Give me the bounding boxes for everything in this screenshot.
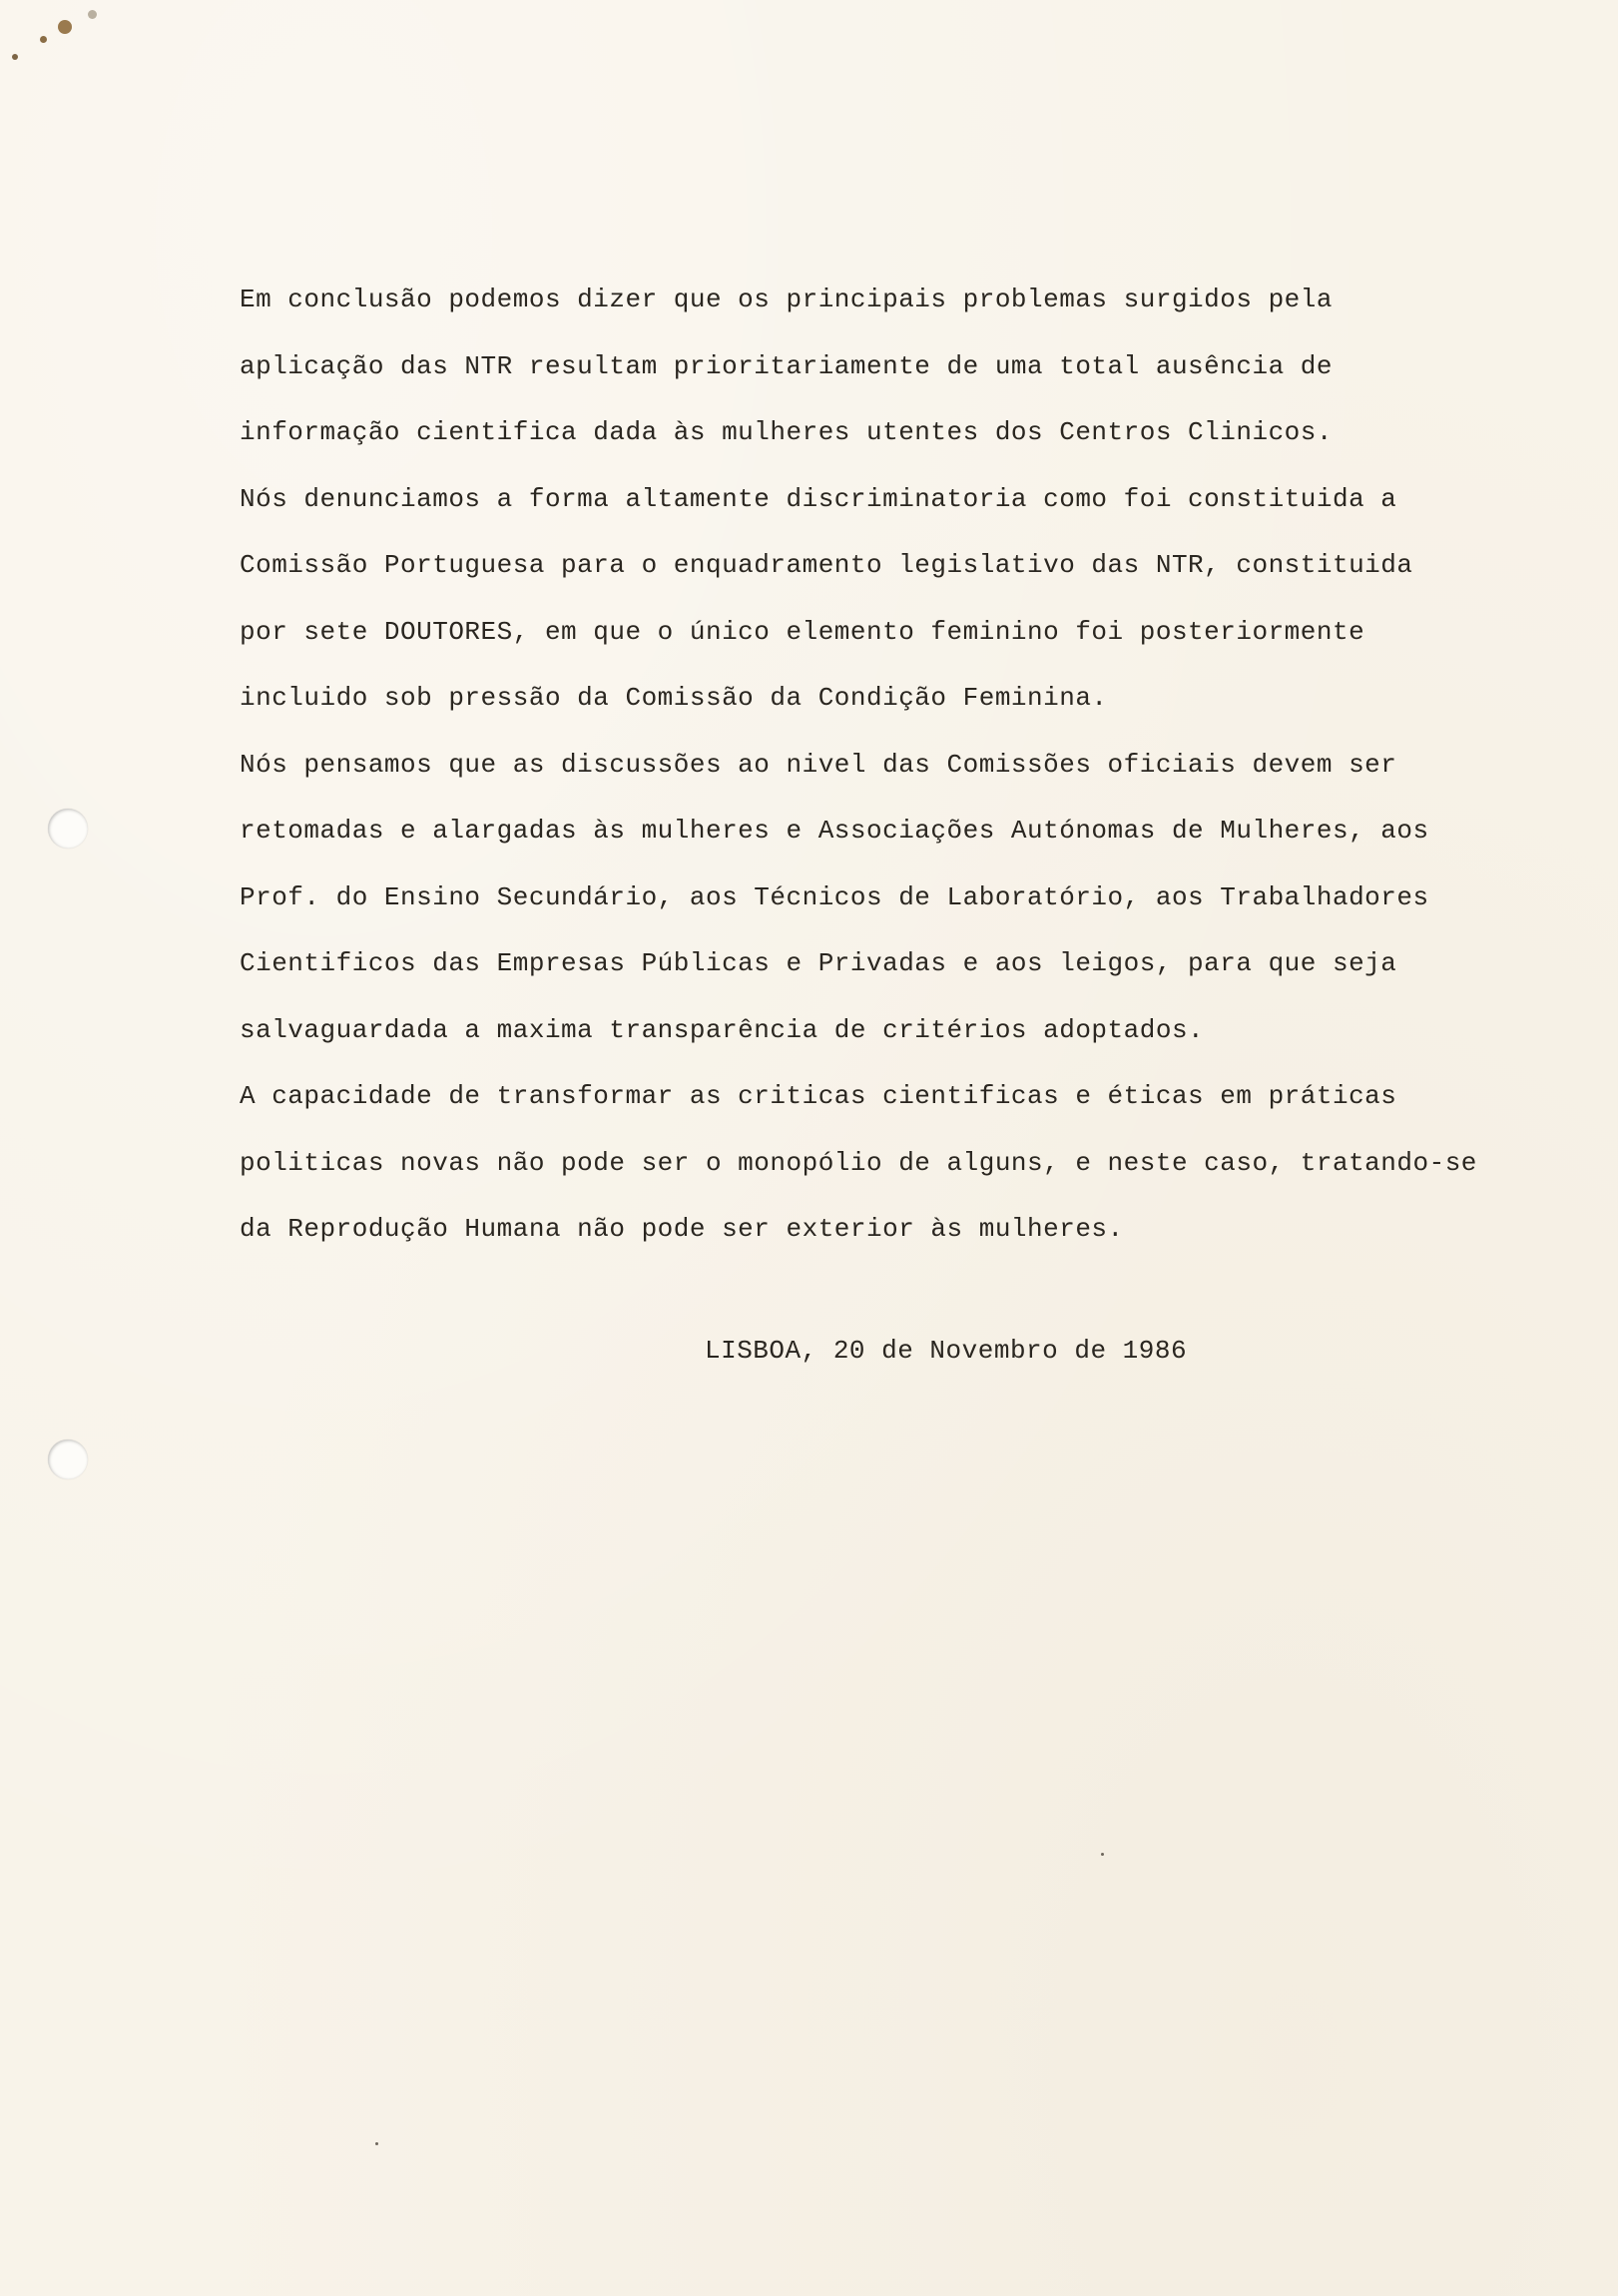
stain-mark [12, 54, 18, 60]
text-line: Cientificos das Empresas Públicas e Privadas e aos leigos, para que seja [240, 948, 1397, 978]
body-text [240, 272, 1537, 1268]
stain-mark [88, 10, 97, 19]
text-line: Prof. do Ensino Secundário, aos Técnicos de Laboratório, aos Trabalhadores [240, 881, 1429, 912]
text-line: incluido sob pressão da Comissão da Condição Feminina. [240, 683, 1108, 713]
text-line: aplicação das NTR resultam prioritariamente de uma total ausência de [240, 350, 1333, 381]
text-line: informação cientifica dada às mulheres utentes dos Centros Clinicos. [240, 417, 1333, 447]
text-line: A capacidade de transformar as criticas cientificas e éticas em práticas [240, 1081, 1397, 1111]
text-line: por sete DOUTORES, em que o único elemento feminino foi posteriormente [240, 616, 1365, 647]
punch-hole [48, 1439, 88, 1479]
text-line: da Reprodução Humana não pode ser exterior às mulheres. [240, 1214, 1124, 1244]
place-date-signoff: LISBOA, 20 de Novembro de 1986 [705, 1336, 1188, 1366]
speck-mark [1101, 1853, 1104, 1856]
text-line: retomadas e alargadas às mulheres e Associações Autónomas de Mulheres, aos [240, 816, 1429, 846]
text-line: salvaguardada a maxima transparência de critérios adoptados. [240, 1014, 1205, 1045]
text-line: Em conclusão podemos dizer que os principais problemas surgidos pela [240, 285, 1333, 314]
stain-mark [58, 20, 72, 34]
text-line: Nós denunciamos a forma altamente discriminatoria como foi constituida a [240, 483, 1397, 514]
punch-hole [48, 809, 88, 849]
stain-mark [40, 36, 47, 43]
text-line: politicas novas não pode ser o monopólio de alguns, e neste caso, tratando-se [240, 1147, 1477, 1178]
speck-mark [375, 2142, 378, 2145]
text-line: Nós pensamos que as discussões ao nivel das Comissões oficiais devem ser [240, 749, 1397, 780]
text-line: Comissão Portuguesa para o enquadramento legislativo das NTR, constituida [240, 550, 1413, 580]
